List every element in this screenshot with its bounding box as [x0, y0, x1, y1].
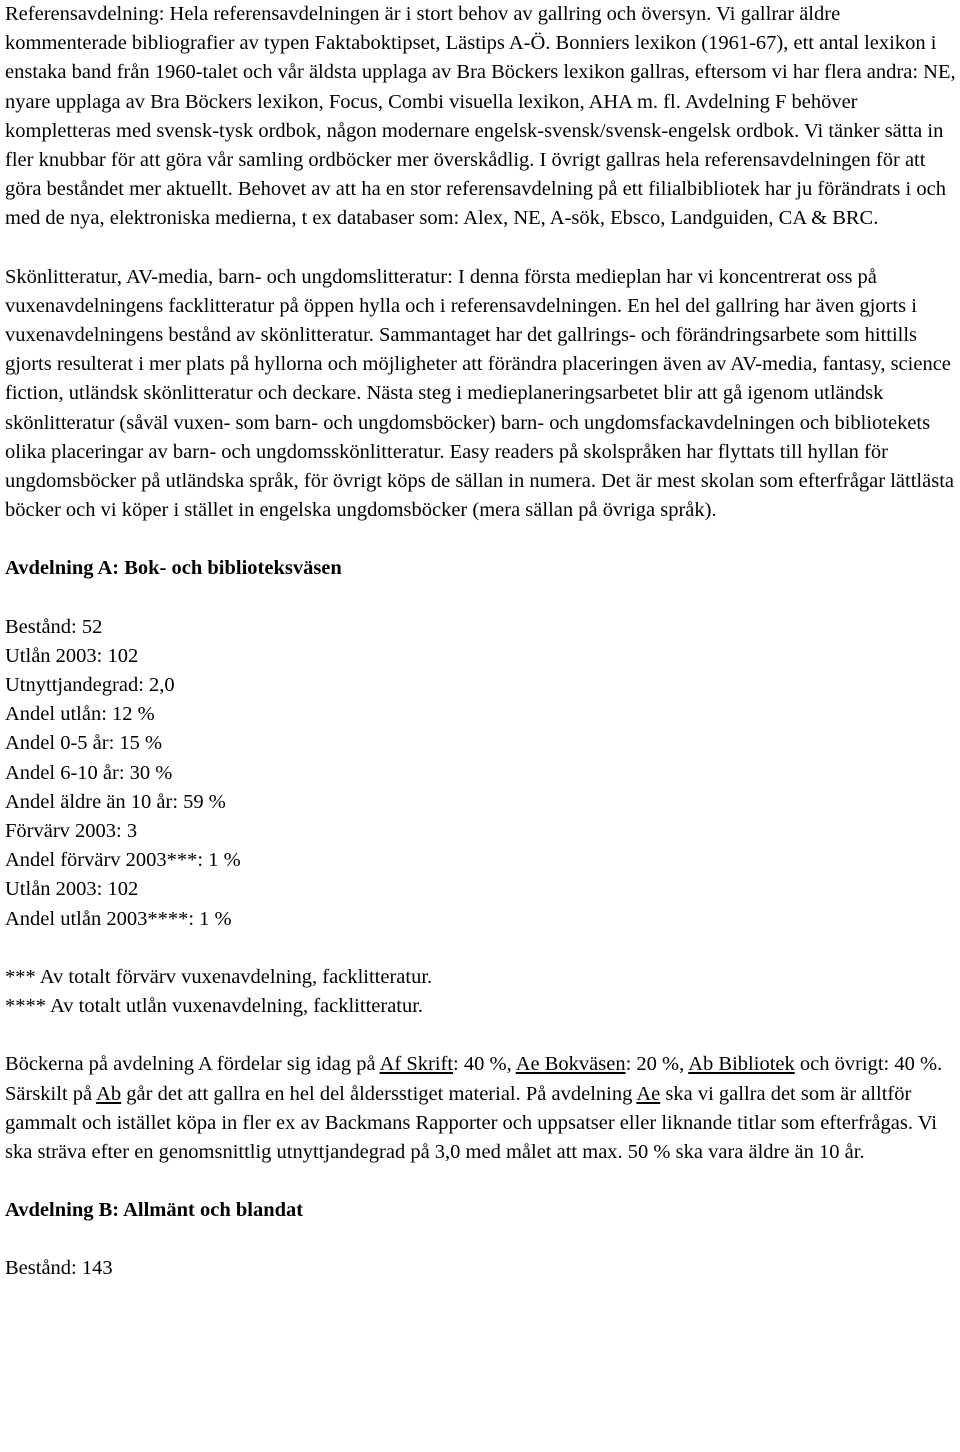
spacer — [5, 934, 960, 963]
stat-line: Andel 0-5 år: 15 % — [5, 732, 163, 755]
paragraph-skonlitteratur: Skönlitteratur, AV-media, barn- och ungdomslitteratur: I denna första medieplan har vi koncentrerat oss på vuxenavdelningens facklitteratur på öppen hylla och i referensavdelningen. En hel del gallring har även gjorts i vuxenavdelningens bestånd av skönlitteratur. Sammantaget har det gallrings- och förändringsarbete som hittills gjorts resulterat i mer plats på hyllorna och möjligheter att förändra placeringen även av AV-media, fantasy, science fiction, utländsk skönlitteratur och deckare. Nästa steg i medieplaneringsarbetet blir att gå igenom utländsk skönlitteratur (såväl vuxen- som barn- och ungdomsböcker) barn- och ungdomsfackavdelningen och bibliotekets olika placeringar av barn- och ungdomsskönlitteratur. Easy readers på skolspråken har flyttats till hyllan för ungdomsböcker på utländska språk, för övrigt köps de sällan in numera. Det är mest skolan som efterfrågar lättlästa böcker och vi köper i stället in engelska ungdomsböcker (mera sällan på övriga språk). — [5, 265, 954, 522]
footnotes-avdelning-a — [5, 963, 960, 1021]
text-run: ska vi gallra det som är alltför gammalt och istället köpa in fler ex av Backmans Rapporter och uppsatser eller liknande titlar som efterfrågas. Vi ska sträva efter en genomsnittlig utnyttjandegrad på 3,0 med målet att max. 50 % ska vara äldre än 10 år. — [5, 1082, 937, 1163]
spacer — [5, 1225, 960, 1254]
footnote: **** Av totalt utlån vuxenavdelning, facklitteratur. — [5, 995, 424, 1018]
heading-avdelning-b: Avdelning B: Allmänt och blandat — [5, 1199, 304, 1222]
footnote: *** Av totalt förvärv vuxenavdelning, facklitteratur. — [5, 965, 433, 988]
stat-line: Bestånd: 143 — [5, 1257, 113, 1280]
underlined-term-ae: Ae — [636, 1082, 661, 1105]
stat-line: Andel utlån: 12 % — [5, 703, 155, 726]
spacer — [5, 584, 960, 613]
text-run: : 20 %, — [625, 1053, 689, 1076]
stat-line: Andel äldre än 10 år: 59 % — [5, 790, 226, 813]
stat-line: Andel förvärv 2003***: 1 % — [5, 849, 241, 872]
text-run: och övrigt: 40 %. Särskilt på — [5, 1053, 943, 1105]
heading-avdelning-a: Avdelning A: Bok- och biblioteksväsen — [5, 557, 342, 580]
underlined-term-ab-bibliotek: Ab Bibliotek — [688, 1053, 795, 1076]
stat-line: Andel 6-10 år: 30 % — [5, 761, 173, 784]
underlined-term-ab: Ab — [96, 1082, 122, 1105]
stat-line: Utlån 2003: 102 — [5, 644, 139, 667]
text-run: Böckerna på avdelning A fördelar sig idag på — [5, 1053, 380, 1076]
spacer — [5, 525, 960, 554]
text-run: går det att gallra en hel del åldersstiget material. På avdelning — [121, 1082, 637, 1105]
stats-avdelning-a — [5, 613, 960, 934]
stat-line: Bestånd: 52 — [5, 615, 103, 638]
spacer — [5, 1167, 960, 1196]
underlined-term-af-skrift: Af Skrift — [379, 1053, 454, 1076]
stat-line: Utlån 2003: 102 — [5, 878, 139, 901]
spacer — [5, 1021, 960, 1050]
paragraph-avdelning-a-fordelning — [5, 1050, 960, 1167]
underlined-term-ae-bokvasen: Ae Bokväsen — [515, 1053, 626, 1076]
stat-line: Förvärv 2003: 3 — [5, 820, 138, 843]
paragraph-referensavdelning: Referensavdelning: Hela referensavdelningen är i stort behov av gallring och översyn. Vi gallrar äldre kommenterade bibliografier av typen Faktaboktipset, Lästips A-Ö. Bonniers lexikon (1961-67), ett antal lexikon i enstaka band från 1960-talet och vår äldsta upplaga av Bra Böckers lexikon gallras, eftersom vi har flera andra: NE, nyare upplaga av Bra Böckers lexikon, Focus, Combi visuella lexikon, AHA m. fl. Avdelning F behöver kompletteras med svensk-tysk ordbok, någon modernare engelsk-svensk/svensk-engelsk ordbok. Vi tänker sätta in fler knubbar för att göra vår samling ordböcker mer överskådlig. I övrigt gallras hela referensavdelningen för att göra beståndet mer aktuellt. Behovet av att ha en stor referensavdelning på ett filialbibliotek har ju förändrats i och med de nya, elektroniska medierna, t ex databaser som: Alex, NE, A-sök, Ebsco, Landguiden, CA & BRC. — [5, 3, 956, 230]
stat-line: Utnyttjandegrad: 2,0 — [5, 674, 175, 697]
stat-line: Andel utlån 2003****: 1 % — [5, 907, 232, 930]
text-run: : 40 %, — [453, 1053, 516, 1076]
spacer — [5, 234, 960, 263]
stats-avdelning-b — [5, 1254, 960, 1283]
